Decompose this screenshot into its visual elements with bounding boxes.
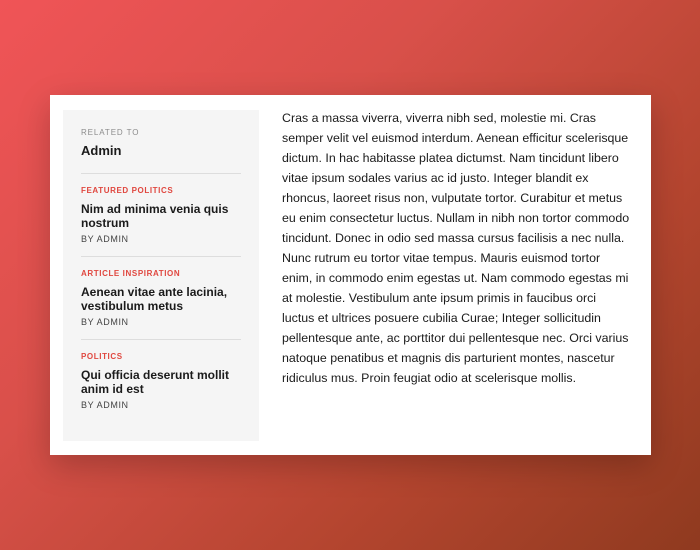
post-title-link[interactable]: Nim ad minima venia quis nostrum bbox=[81, 202, 229, 230]
post-category-link[interactable]: ARTICLE INSPIRATION bbox=[81, 269, 181, 278]
post-category-link[interactable]: FEATURED POLITICS bbox=[81, 186, 174, 195]
related-post-item bbox=[81, 174, 241, 257]
article-card bbox=[50, 95, 651, 455]
post-category-link[interactable]: POLITICS bbox=[81, 352, 123, 361]
related-post-item bbox=[81, 340, 241, 422]
post-byline: BY ADMIN bbox=[81, 317, 129, 327]
article-paragraph: Cras a massa viverra, viverra nibh sed, molestie mi. Cras semper velit vel euismod interdum. Aenean efficitur scelerisque dictum. In hac habitasse platea dictumst. Nam tincidunt libero vitae ipsum sodales varius ac id justo. Integer blandit ex rhoncus, laoreet risus non, vulputate tortor. Curabitur et metus eu enim consectetur luctus. Nullam in nibh non tortor commodo tincidunt. Donec in odio sed massa cursus facilisis a nec nulla. bbox=[282, 111, 630, 245]
related-to-label: RELATED TO bbox=[81, 128, 140, 137]
post-title-link[interactable]: Aenean vitae ante lacinia, vestibulum metus bbox=[81, 285, 228, 313]
article-body bbox=[282, 108, 630, 388]
related-author-name[interactable]: Admin bbox=[81, 143, 241, 174]
post-title-link[interactable]: Qui officia deserunt mollit anim id est bbox=[81, 368, 230, 396]
related-post-item bbox=[81, 257, 241, 340]
article-paragraph: Nunc rutrum eu tortor vitae tempus. Mauris euismod tortor enim, in commodo enim egestas ut. Nam commodo egestas mi at molestie. Vestibulum ante ipsum primis in faucibus orci luctus et ultrices posuere cubilia Curae; Integer sollicitudin pellentesque ante, ac porttitor dui pellentesque nec. Orci varius natoque penatibus et magnis dis parturient montes, nascetur ridiculus mus. Proin feugiat odio at scelerisque mollis. bbox=[282, 251, 629, 385]
post-byline: BY ADMIN bbox=[81, 234, 129, 244]
related-sidebar bbox=[63, 110, 259, 441]
post-byline: BY ADMIN bbox=[81, 400, 129, 410]
